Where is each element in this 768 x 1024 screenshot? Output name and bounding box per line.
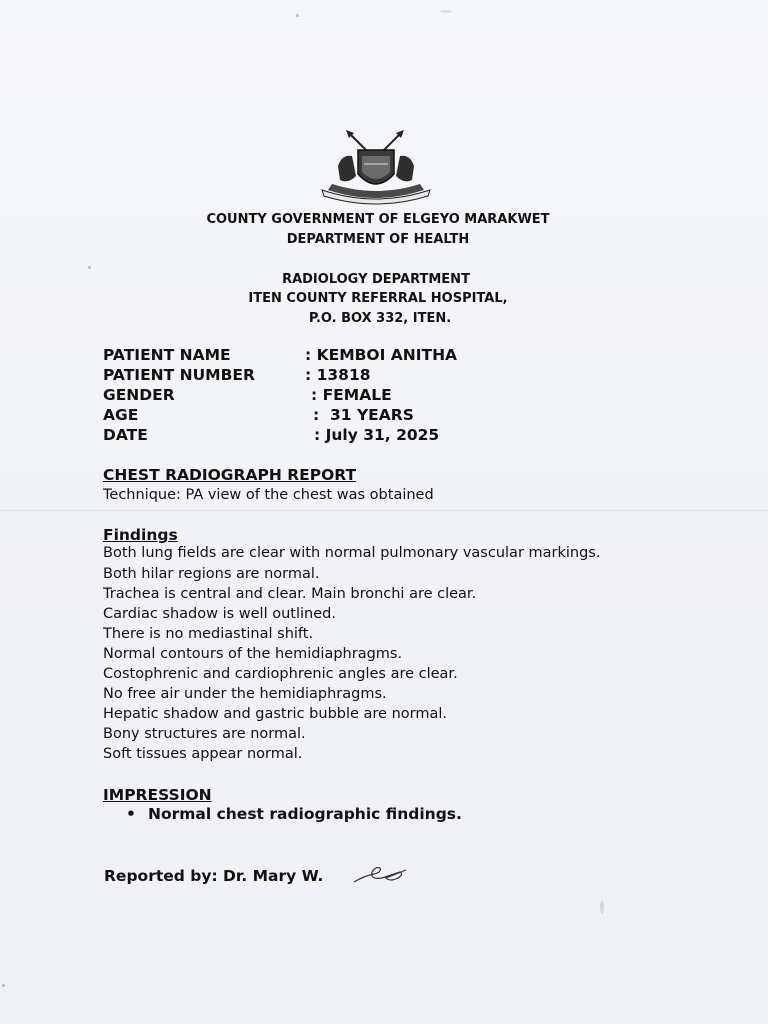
- report-title: CHEST RADIOGRAPH REPORT: [103, 466, 357, 484]
- finding-line: Both lung fields are clear with normal pulmonary vascular markings.: [103, 545, 601, 561]
- bullet-icon: •: [126, 805, 136, 823]
- patient-name-label: PATIENT NAME: [103, 346, 231, 364]
- technique-line: Technique: PA view of the chest was obtained: [103, 487, 434, 503]
- gender-value: : FEMALE: [311, 386, 392, 404]
- finding-line: Hepatic shadow and gastric bubble are normal.: [103, 706, 448, 722]
- paper-speck: [2, 984, 5, 987]
- paper-speck: [296, 14, 299, 17]
- finding-line: Soft tissues appear normal.: [103, 746, 303, 762]
- finding-line: Trachea is central and clear. Main bronchi are clear.: [103, 586, 477, 602]
- date-label: DATE: [103, 426, 148, 444]
- finding-line: Cardiac shadow is well outlined.: [103, 606, 336, 622]
- age-value: : 31 YEARS: [313, 406, 414, 424]
- patient-name-value: : KEMBOI ANITHA: [305, 346, 458, 364]
- finding-line: There is no mediastinal shift.: [103, 626, 314, 642]
- age-label: AGE: [103, 406, 139, 424]
- patient-number-label: PATIENT NUMBER: [103, 366, 255, 384]
- handwritten-signature: [352, 860, 408, 888]
- finding-line: Costophrenic and cardiophrenic angles are clear.: [103, 666, 458, 682]
- gender-label: GENDER: [103, 386, 175, 404]
- impression-text: Normal chest radiographic findings.: [148, 805, 462, 823]
- hospital-address-heading: P.O. BOX 332, ITEN.: [308, 311, 452, 326]
- findings-title: Findings: [103, 526, 178, 544]
- finding-line: Normal contours of the hemidiaphragms.: [103, 646, 403, 662]
- paper-speck: [88, 266, 91, 269]
- reported-by: Reported by: Dr. Mary W.: [104, 867, 324, 885]
- finding-line: Bony structures are normal.: [103, 726, 306, 742]
- impression-title: IMPRESSION: [103, 786, 212, 804]
- county-government-heading: COUNTY GOVERNMENT OF ELGEYO MARAKWET: [206, 212, 550, 227]
- finding-line: No free air under the hemidiaphragms.: [103, 686, 387, 702]
- paper-speck: [440, 10, 452, 13]
- finding-line: Both hilar regions are normal.: [103, 566, 320, 582]
- impression-item: [126, 804, 462, 824]
- date-value: : July 31, 2025: [314, 426, 440, 444]
- radiology-department-heading: RADIOLOGY DEPARTMENT: [282, 272, 470, 287]
- department-heading: DEPARTMENT OF HEALTH: [286, 232, 470, 247]
- patient-number-value: : 13818: [305, 366, 371, 384]
- paper-speck: [600, 900, 604, 914]
- paper-fold-line: [0, 510, 768, 511]
- hospital-name-heading: ITEN COUNTY REFERRAL HOSPITAL,: [248, 291, 508, 306]
- county-coat-of-arms-icon: [318, 128, 434, 208]
